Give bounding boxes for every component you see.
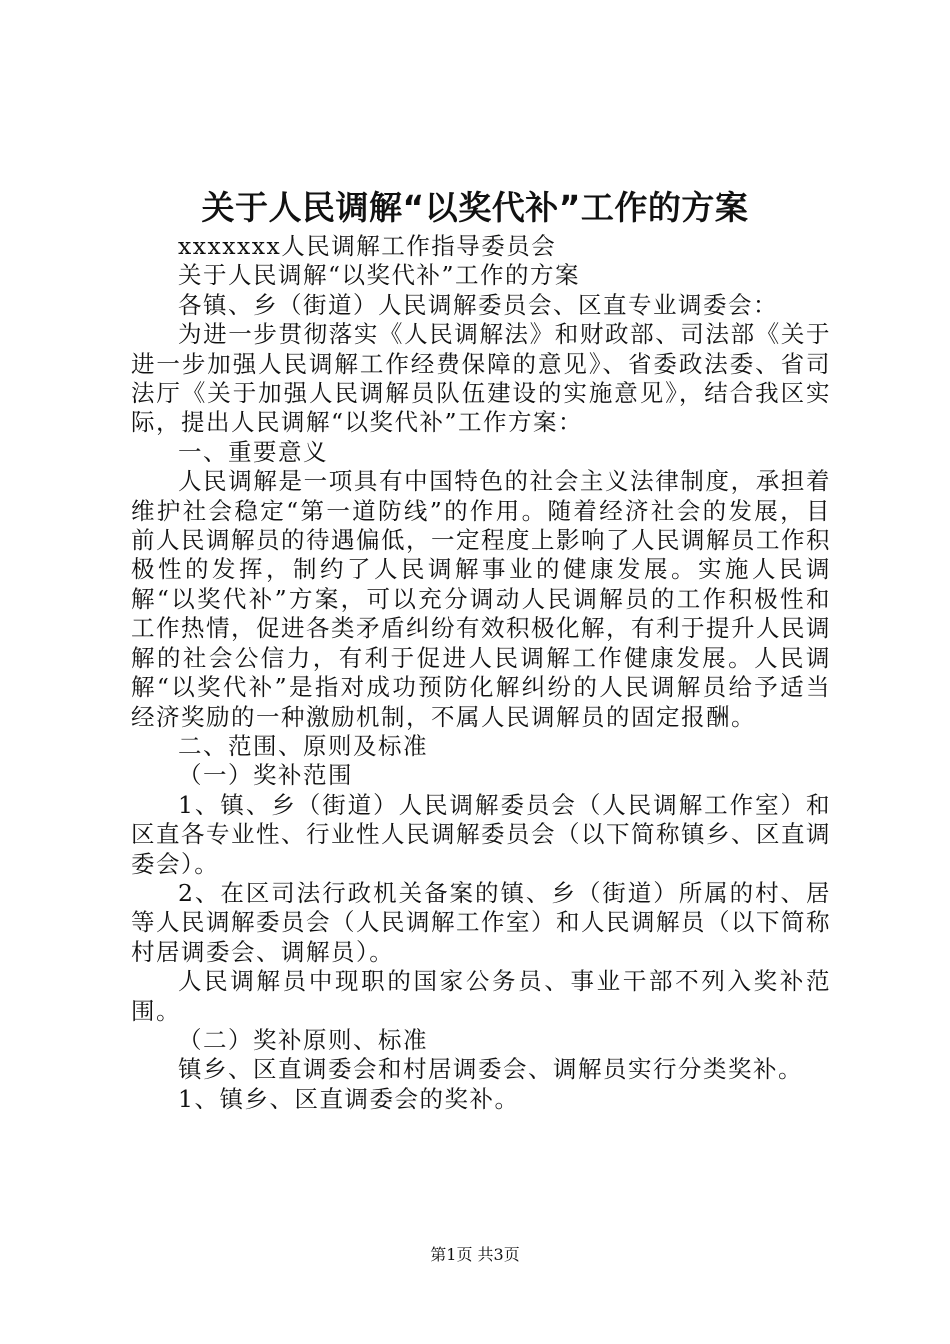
subsection-heading: （二）奖补原则、标准: [178, 1025, 428, 1054]
section-heading: 一、重要意义: [178, 437, 328, 466]
intro-paragraph: 为进一步贯彻落实《人民调解法》和财政部、司法部《关于进一步加强人民调解工作经费保障的意见》、省委政法委、省司法厅《关于加强人民调解员队伍建设的实施意见》，结合我区实际，提出人民调解“以奖代补”工作方案：: [131, 320, 831, 437]
body-paragraph: 人民调解是一项具有中国特色的社会主义法律制度，承担着维护社会稳定“第一道防线”的作用。随着经济社会的发展，目前人民调解员的待遇偏低，一定程度上影响了人民调解员工作积极性的发挥，制约了人民调解事业的健康发展。实施人民调解“以奖代补”方案，可以充分调动人民调解员的工作积极性和工作热情，促进各类矛盾纠纷有效积极化解，有利于提升人民调解的社会公信力，有利于促进人民调解工作健康发展。人民调解“以奖代补”是指对成功预防化解纠纷的人民调解员给予适当经济奖励的一种激励机制，不属人民调解员的固定报酬。: [131, 467, 831, 731]
subsection-heading: （一）奖补范围: [178, 761, 353, 790]
document-body: [131, 232, 831, 1114]
section-heading: 二、范围、原则及标准: [178, 731, 428, 760]
page-number: 第1页 共3页: [430, 1245, 520, 1264]
list-item: 1、镇、乡（街道）人民调解委员会（人民调解工作室）和区直各专业性、行业性人民调解委员会（以下简称镇乡、区直调委会）。: [131, 790, 831, 878]
body-paragraph: 镇乡、区直调委会和村居调委会、调解员实行分类奖补。: [178, 1055, 803, 1084]
document-title: 关于人民调解“以奖代补”工作的方案: [201, 188, 749, 227]
addressee-line: 各镇、乡（街道）人民调解委员会、区直专业调委会：: [178, 290, 778, 319]
list-item: 1、镇乡、区直调委会的奖补。: [178, 1084, 520, 1113]
body-paragraph: 人民调解员中现职的国家公务员、事业干部不列入奖补范围。: [131, 967, 831, 1025]
subject-line: 关于人民调解“以奖代补”工作的方案: [178, 261, 581, 290]
list-item: 2、在区司法行政机关备案的镇、乡（街道）所属的村、居等人民调解委员会（人民调解工作室）和人民调解员（以下简称村居调委会、调解员）。: [131, 878, 831, 966]
issuer-line: xxxxxxx人民调解工作指导委员会: [178, 232, 557, 260]
